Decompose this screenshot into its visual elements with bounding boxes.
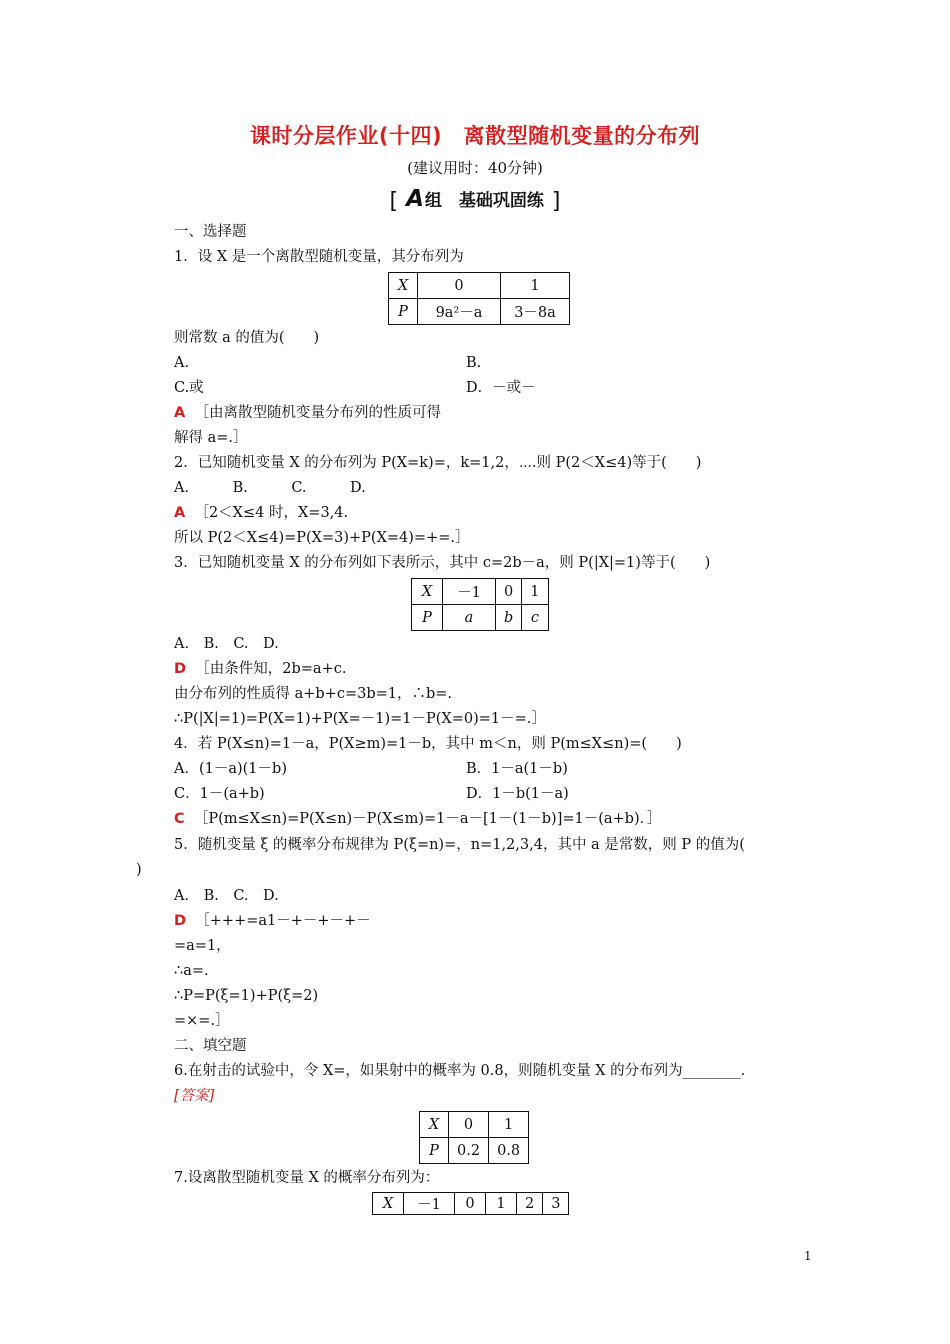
q5-solution-3: ∴a=. xyxy=(174,963,209,979)
section-heading-choice: 一、选择题 xyxy=(174,224,247,240)
table-row xyxy=(412,579,549,605)
table-cell: X xyxy=(373,1193,404,1215)
table-cell: 1 xyxy=(522,579,548,605)
question-5: 5．随机变量 ξ 的概率分布规律为 P(ξ=n)=，n=1,2,3,4，其中 a 是常数，则 P 的值为( xyxy=(174,837,745,853)
q4-option-a: A．(1－a)(1－b) xyxy=(174,761,287,777)
page-subtitle: (建议用时：40分钟) xyxy=(407,159,543,177)
table-cell: 0 xyxy=(418,273,501,299)
page-number: 1 xyxy=(804,1249,812,1263)
table-cell: 1 xyxy=(486,1193,517,1215)
table-cell: X xyxy=(389,273,418,299)
table-cell: 0 xyxy=(455,1193,486,1215)
q1-option-d: D．－或－ xyxy=(466,380,536,396)
table-row xyxy=(373,1193,569,1215)
table-cell: b xyxy=(496,605,522,631)
q2-solution-2: 所以 P(2＜X≤4)=P(X=3)+P(X=4)=+=.］ xyxy=(174,530,470,546)
section-heading-fill: 二、填空题 xyxy=(174,1038,247,1054)
q5-solution-1: D ［+++=a1－+－+－+－ xyxy=(174,913,371,929)
table-cell: －1 xyxy=(404,1193,455,1215)
table-cell: 0 xyxy=(496,579,522,605)
question-5-continued: ) xyxy=(136,862,142,878)
q3-solution-1: D ［由条件知，2b=a+c. xyxy=(174,661,347,677)
q1-solution-1: A ［由离散型随机变量分布列的性质可得 xyxy=(174,405,441,421)
table-cell: c xyxy=(522,605,548,631)
group-label: 组 基础巩固练 xyxy=(424,191,544,211)
table-cell: P xyxy=(420,1138,449,1164)
question-4: 4．若 P(X≤n)=1－a，P(X≥m)=1－b，其中 m＜n，则 P(m≤X≤n)=( ) xyxy=(174,736,682,752)
q3-solution-2: 由分布列的性质得 a+b+c=3b=1，∴b=. xyxy=(174,686,453,702)
question-6: 6.在射击的试验中，令 X=，如果射中的概率为 0.8，则随机变量 X 的分布列为________. xyxy=(174,1063,746,1079)
q4-answer: C xyxy=(174,811,185,827)
q5-options: A. B. C. D. xyxy=(174,888,279,904)
q6-answer-label: [答案] xyxy=(174,1088,215,1104)
table-cell: 9a²－a xyxy=(418,299,501,325)
table-q7 xyxy=(372,1192,569,1215)
table-cell: X xyxy=(420,1112,449,1138)
q1-option-a: A. xyxy=(174,355,190,371)
table-cell: P xyxy=(412,605,443,631)
q5-solution-4: ∴P=P(ξ=1)+P(ξ=2) xyxy=(174,988,319,1004)
table-cell: 3－8a xyxy=(501,299,570,325)
group-heading xyxy=(0,186,950,214)
q4-option-b: B．1－a(1－b) xyxy=(466,761,568,777)
table-row xyxy=(420,1138,529,1164)
q4-solution: C ［P(m≤X≤n)=P(X≤n)－P(X≤m)=1－a－[1－(1－b)]=1－(a+b)．］ xyxy=(174,811,662,827)
q2-solution-1: A ［2＜X≤4 时，X=3,4. xyxy=(174,505,349,521)
q1-option-b: B. xyxy=(466,355,482,371)
question-2: 2．已知随机变量 X 的分布列为 P(X=k)=，k=1,2，⋯.则 P(2＜X≤4)等于( ) xyxy=(174,455,702,471)
q3-answer: D xyxy=(174,661,187,677)
table-row xyxy=(412,605,549,631)
table-cell: －1 xyxy=(443,579,496,605)
table-cell: 1 xyxy=(489,1112,529,1138)
question-1: 1．设 X 是一个离散型随机变量，其分布列为 xyxy=(174,249,464,265)
bracket-left: [ xyxy=(389,189,399,214)
table-q1 xyxy=(388,272,570,325)
table-cell: 0 xyxy=(449,1112,489,1138)
table-cell: 0.2 xyxy=(449,1138,489,1164)
q3-options: A. B. C. D. xyxy=(174,636,279,652)
question-7: 7.设离散型随机变量 X 的概率分布列为： xyxy=(174,1170,440,1186)
table-q6 xyxy=(419,1111,529,1164)
table-cell: P xyxy=(389,299,418,325)
bracket-right: ] xyxy=(551,189,561,214)
question-3: 3．已知随机变量 X 的分布列如下表所示，其中 c=2b－a，则 P(|X|=1)等于( ) xyxy=(174,555,711,571)
table-row xyxy=(389,273,570,299)
table-cell: 2 xyxy=(517,1193,543,1215)
q3-solution-3: ∴P(|X|=1)=P(X=1)+P(X=－1)=1－P(X=0)=1－=.］ xyxy=(174,711,546,727)
group-badge: A xyxy=(406,186,425,212)
q2-answer: A xyxy=(174,505,186,521)
table-q3 xyxy=(411,578,549,631)
q2-options: A. B. C. D. xyxy=(174,480,366,496)
table-cell: 3 xyxy=(543,1193,569,1215)
table-row xyxy=(420,1112,529,1138)
q5-solution-5: =×=.］ xyxy=(174,1013,230,1029)
q1-answer: A xyxy=(174,405,186,421)
q4-option-c: C．1－(a+b) xyxy=(174,786,265,802)
q1-option-c: C.或 xyxy=(174,380,204,396)
table-cell: 1 xyxy=(501,273,570,299)
table-cell: X xyxy=(412,579,443,605)
page-title: 课时分层作业(十四) 离散型随机变量的分布列 xyxy=(249,124,701,148)
table-cell: a xyxy=(443,605,496,631)
q5-answer: D xyxy=(174,913,187,929)
q4-option-d: D．1－b(1－a) xyxy=(466,786,569,802)
q5-solution-2: =a=1， xyxy=(174,938,231,954)
q1-solution-2: 解得 a=.］ xyxy=(174,430,248,446)
table-cell: 0.8 xyxy=(489,1138,529,1164)
question-1-ask: 则常数 a 的值为( ) xyxy=(174,330,320,346)
table-row xyxy=(389,299,570,325)
